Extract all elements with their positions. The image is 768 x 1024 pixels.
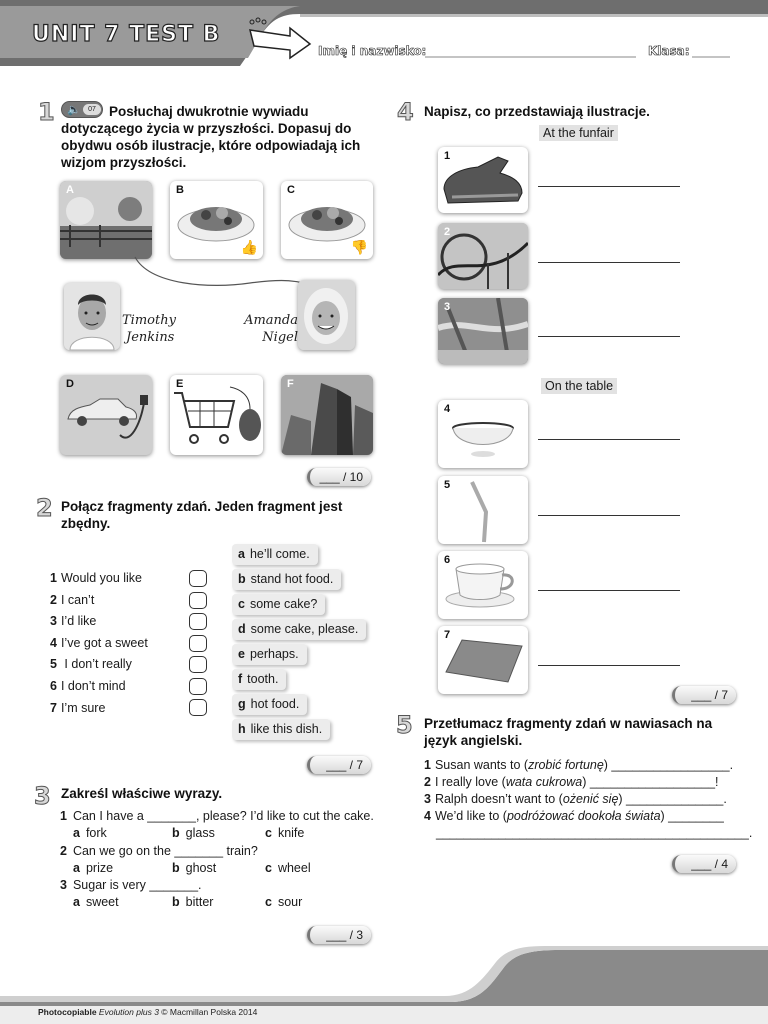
answer-box-7[interactable] bbox=[189, 699, 207, 716]
sentence-end-c bbox=[232, 594, 325, 615]
item-text: I’ve got a sweet bbox=[60, 636, 148, 650]
option-text: he’ll come. bbox=[249, 547, 310, 561]
first-name: Amanda bbox=[244, 313, 298, 328]
sentence-end-g bbox=[232, 694, 307, 715]
sentence-end-f bbox=[232, 669, 286, 690]
option-letter: b bbox=[238, 572, 246, 586]
question-text: Sugar is very _______. bbox=[72, 878, 202, 892]
name-field[interactable] bbox=[425, 46, 636, 58]
option-text: tooth. bbox=[247, 672, 279, 686]
question-2 bbox=[60, 844, 258, 858]
item-answer-line: ) _________________. bbox=[603, 758, 734, 772]
answer-line-7[interactable] bbox=[538, 665, 680, 666]
answer-box-3[interactable] bbox=[189, 613, 207, 630]
item-number: 6 bbox=[50, 679, 57, 693]
class-label: Klasa: bbox=[648, 44, 690, 58]
question-number: 3 bbox=[60, 878, 67, 892]
item-number: 1 bbox=[50, 571, 57, 585]
sentence-start-4 bbox=[50, 636, 148, 650]
picture-number: 2 bbox=[444, 226, 451, 238]
picture-number: 3 bbox=[444, 301, 451, 313]
first-name: Timothy bbox=[122, 313, 176, 328]
item-number: 1 bbox=[424, 758, 431, 772]
polish-phrase: zrobić fortunę bbox=[528, 758, 604, 772]
picture-e-online-shopping[interactable] bbox=[170, 375, 263, 455]
sentence-end-h bbox=[232, 719, 330, 740]
exercise-1-instruction: Posłuchaj dwukrotnie wywiadu dotyczącego życia w przyszłości. Dopasuj do obydwu osób ilustracje, które odpowiadają ich wizjom przyszłości. bbox=[61, 104, 361, 170]
picture-f-skyscrapers[interactable] bbox=[281, 375, 373, 455]
picture-label: E bbox=[176, 378, 184, 390]
exercise-2-score[interactable]: ___ / 7 bbox=[307, 756, 371, 774]
item-text: Susan wants to ( bbox=[434, 758, 529, 772]
answer-line-5[interactable] bbox=[538, 515, 680, 516]
option-text: sour bbox=[277, 895, 303, 909]
option-2b[interactable]: b ghost bbox=[172, 861, 217, 875]
answer-line-4[interactable] bbox=[538, 439, 680, 440]
picture-label: F bbox=[287, 378, 294, 390]
straw-photo bbox=[438, 476, 528, 544]
picture-5-straw[interactable] bbox=[438, 476, 528, 544]
exercise-4-instruction: Napisz, co przedstawiają ilustracje. bbox=[424, 104, 650, 119]
bowl-photo bbox=[438, 400, 528, 468]
picture-d-electric-car[interactable] bbox=[60, 375, 152, 455]
picture-b-food-liked[interactable] bbox=[170, 181, 263, 259]
sentence-end-a bbox=[232, 544, 318, 565]
footer-book-title: Evolution plus 3 bbox=[98, 1007, 159, 1017]
option-text: some cake, please. bbox=[250, 622, 359, 636]
item-answer-line: ) __________________! bbox=[582, 775, 719, 789]
option-text: like this dish. bbox=[250, 722, 323, 736]
roller-coaster-photo bbox=[438, 223, 528, 289]
picture-label: B bbox=[176, 184, 184, 196]
option-text: glass bbox=[185, 826, 215, 840]
option-text: stand hot food. bbox=[250, 572, 334, 586]
polish-phrase: podróżować dookoła świata bbox=[506, 809, 661, 823]
item-text: I’m sure bbox=[60, 701, 106, 715]
picture-6-cup-and-saucer[interactable] bbox=[438, 551, 528, 619]
picture-number: 7 bbox=[444, 629, 451, 641]
picture-number: 4 bbox=[444, 403, 451, 415]
sentence-start-6 bbox=[50, 679, 126, 693]
picture-4-bowl[interactable] bbox=[438, 400, 528, 468]
option-text: bitter bbox=[185, 895, 214, 909]
item-text: Would you like bbox=[60, 571, 143, 585]
speaker-icon: 🔈 bbox=[67, 104, 81, 116]
footer-bold: Photocopiable bbox=[38, 1007, 99, 1017]
section-heading-funfair: At the funfair bbox=[539, 125, 618, 141]
option-text: hot food. bbox=[250, 697, 300, 711]
sentence-end-b bbox=[232, 569, 341, 590]
answer-line-3[interactable] bbox=[538, 336, 680, 337]
sentence-start-3 bbox=[50, 614, 96, 628]
item-number: 4 bbox=[50, 636, 57, 650]
option-letter: f bbox=[238, 672, 243, 686]
item-number: 4 bbox=[424, 809, 431, 823]
item-number: 5 bbox=[50, 657, 57, 671]
option-letter: a bbox=[238, 547, 245, 561]
sentence-start-2 bbox=[50, 593, 94, 607]
picture-number: 5 bbox=[444, 479, 451, 491]
exercise-5-instruction: Przetłumacz fragmenty zdań w nawiasach na język angielski. bbox=[424, 716, 713, 748]
picture-1-bumper-car[interactable] bbox=[438, 147, 528, 213]
track-number: 07 bbox=[83, 104, 101, 115]
option-1c[interactable]: c knife bbox=[265, 826, 305, 840]
amanda-photo[interactable] bbox=[298, 280, 355, 350]
option-letter: c bbox=[238, 597, 245, 611]
exercise-3-score[interactable]: ___ / 3 bbox=[307, 926, 371, 944]
answer-box-4[interactable] bbox=[189, 635, 207, 652]
translation-item-4[interactable] bbox=[424, 809, 724, 823]
item-number: 3 bbox=[424, 792, 431, 806]
option-text: fork bbox=[85, 826, 107, 840]
option-text: some cake? bbox=[249, 597, 318, 611]
question-3 bbox=[60, 878, 202, 892]
last-name: Nigel bbox=[262, 330, 298, 345]
last-name: Jenkins bbox=[126, 330, 175, 345]
item-text: I really love ( bbox=[434, 775, 506, 789]
translation-item-2[interactable] bbox=[424, 775, 719, 789]
translation-item-3[interactable] bbox=[424, 792, 727, 806]
sentence-end-d bbox=[232, 619, 366, 640]
item-text: I don’t really bbox=[60, 657, 132, 671]
item-text: I’d like bbox=[60, 614, 97, 628]
cart-and-mouse-image bbox=[170, 375, 263, 455]
translation-item-1[interactable] bbox=[424, 758, 733, 772]
thumbs-down-icon: 👎 bbox=[350, 239, 368, 255]
picture-c-food-disliked[interactable] bbox=[281, 181, 373, 259]
polish-phrase: wata cukrowa bbox=[505, 775, 583, 789]
exercise-5-score[interactable]: ___ / 4 bbox=[672, 855, 736, 873]
picture-number: 6 bbox=[444, 554, 451, 566]
answer-line-2[interactable] bbox=[538, 262, 680, 263]
item-text: Ralph doesn’t want to ( bbox=[434, 792, 563, 806]
option-3b[interactable]: b bitter bbox=[172, 895, 214, 909]
picture-number: 1 bbox=[444, 150, 451, 162]
name-label: Imię i nazwisko: bbox=[318, 44, 427, 58]
woman-portrait bbox=[298, 280, 355, 350]
exercise-4-score[interactable]: ___ / 7 bbox=[672, 686, 736, 704]
picture-label: C bbox=[287, 184, 295, 196]
timothy-name bbox=[122, 312, 176, 346]
item-number: 3 bbox=[50, 614, 57, 628]
skyscrapers-photo bbox=[281, 375, 373, 455]
copyright-footer bbox=[38, 1007, 257, 1017]
item-text: I don’t mind bbox=[60, 679, 126, 693]
item-number: 2 bbox=[50, 593, 57, 607]
picture-label: D bbox=[66, 378, 74, 390]
option-1a[interactable]: a fork bbox=[73, 826, 107, 840]
option-letter: g bbox=[238, 697, 246, 711]
question-text: Can we go on the _______ train? bbox=[72, 844, 258, 858]
question-number: 1 bbox=[60, 809, 67, 823]
picture-a-countryside[interactable] bbox=[60, 181, 152, 259]
picture-2-roller-coaster[interactable] bbox=[438, 223, 528, 289]
man-portrait bbox=[64, 283, 120, 350]
option-text: wheel bbox=[277, 861, 311, 875]
exercise-3-number: 3 bbox=[34, 782, 51, 810]
option-text: perhaps. bbox=[249, 647, 299, 661]
option-letter: d bbox=[238, 622, 246, 636]
item-answer-line: ) ________ bbox=[660, 809, 724, 823]
page-title: UNIT 7 TEST B bbox=[32, 22, 221, 47]
translation-item-4-continuation[interactable]: _____________________________________________. bbox=[436, 826, 753, 840]
answer-line-1[interactable] bbox=[538, 186, 680, 187]
amanda-name bbox=[238, 312, 298, 346]
exercise-5-number: 5 bbox=[396, 711, 413, 739]
option-text: knife bbox=[277, 826, 305, 840]
option-text: ghost bbox=[185, 861, 217, 875]
exercise-3-instruction: Zakreśl właściwe wyrazy. bbox=[61, 786, 223, 801]
napkin-photo bbox=[438, 626, 528, 694]
option-letter: e bbox=[238, 647, 245, 661]
option-2c[interactable]: c wheel bbox=[265, 861, 311, 875]
exercise-1-score[interactable]: ___ / 10 bbox=[307, 468, 371, 486]
bumper-car-photo bbox=[438, 147, 528, 213]
exercise-1-number: 1 bbox=[38, 98, 55, 126]
sentence-end-e bbox=[232, 644, 307, 665]
footer-publisher: © Macmillan Polska 2014 bbox=[158, 1007, 258, 1017]
section-heading-table: On the table bbox=[541, 378, 617, 394]
item-number: 2 bbox=[424, 775, 431, 789]
option-1b[interactable]: b glass bbox=[172, 826, 215, 840]
question-number: 2 bbox=[60, 844, 67, 858]
option-text: sweet bbox=[85, 895, 119, 909]
cup-photo bbox=[438, 551, 528, 619]
sentence-start-1 bbox=[50, 571, 142, 585]
answer-box-6[interactable] bbox=[189, 678, 207, 695]
item-number: 7 bbox=[50, 701, 57, 715]
sentence-start-7 bbox=[50, 701, 105, 715]
picture-3-water-slide[interactable] bbox=[438, 298, 528, 364]
option-3c[interactable]: c sour bbox=[265, 895, 303, 909]
answer-line-6[interactable] bbox=[538, 590, 680, 591]
exercise-2-number: 2 bbox=[36, 494, 53, 522]
option-letter: h bbox=[238, 722, 246, 736]
answer-box-2[interactable] bbox=[189, 592, 207, 609]
question-text: Can I have a _______, please? I’d like to cut the cake. bbox=[72, 809, 374, 823]
thumbs-up-icon: 👍 bbox=[240, 239, 258, 255]
answer-box-1[interactable] bbox=[189, 570, 207, 587]
exercise-4-number: 4 bbox=[397, 98, 414, 126]
picture-label: A bbox=[66, 184, 74, 196]
picture-7-napkin[interactable] bbox=[438, 626, 528, 694]
answer-box-5[interactable] bbox=[189, 656, 207, 673]
option-2a[interactable]: a prize bbox=[73, 861, 114, 875]
option-text: prize bbox=[85, 861, 114, 875]
option-3a[interactable]: a sweet bbox=[73, 895, 119, 909]
exercise-2-instruction: Połącz fragmenty zdań. Jeden fragment jest zbędny. bbox=[61, 499, 343, 531]
item-answer-line: ) ______________. bbox=[618, 792, 727, 806]
class-field[interactable] bbox=[692, 46, 730, 58]
sentence-start-5 bbox=[50, 657, 132, 671]
item-text: I can’t bbox=[60, 593, 95, 607]
polish-phrase: ożenić się bbox=[562, 792, 619, 806]
timothy-photo[interactable] bbox=[64, 283, 120, 350]
item-text: We’d like to ( bbox=[434, 809, 507, 823]
water-slide-photo bbox=[438, 298, 528, 364]
question-1 bbox=[60, 809, 374, 823]
